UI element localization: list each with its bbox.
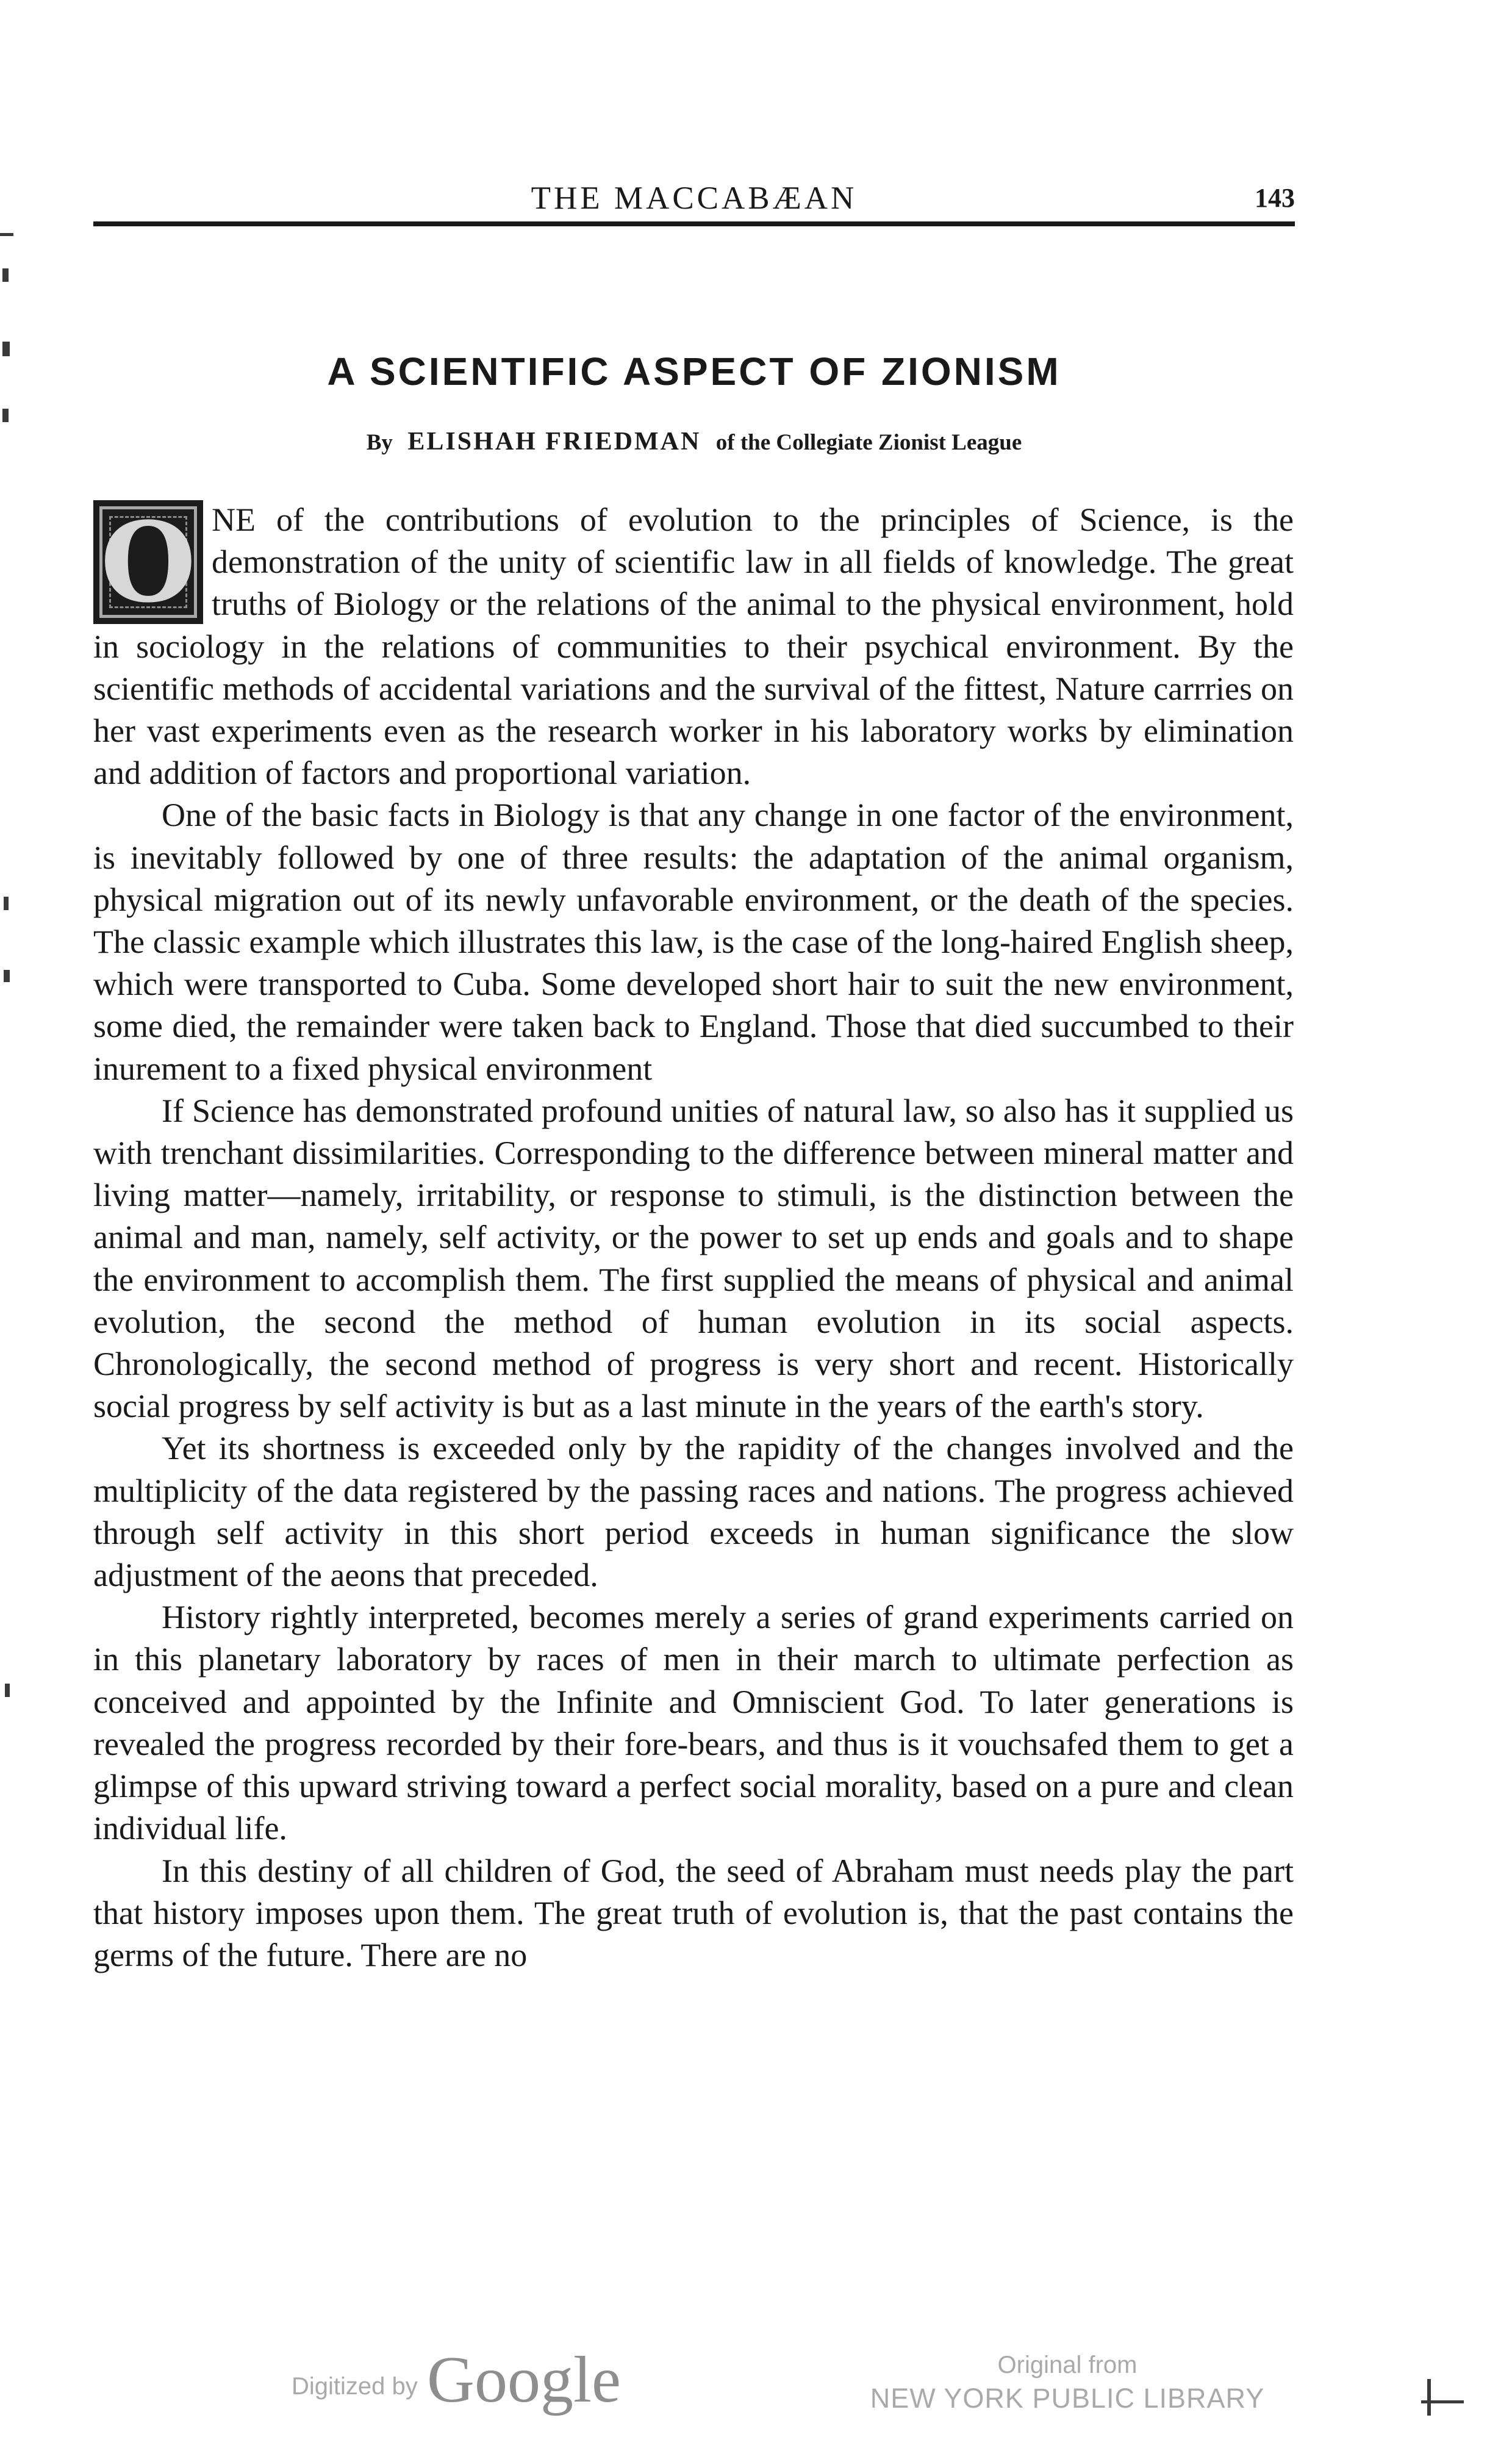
scan-edge-mark (1421, 2400, 1464, 2403)
drop-cap-letter: O (100, 498, 196, 627)
paragraph-1-text: NE of the contributions of evolution to the principles of Science, is the demonstration of the unity of scientific law in all fields of knowledge. The great truths of Biology or the relations of the animal to the physical environment, hold in sociology in the relations of communities to their psychical environment. By the scientific methods of accidental variations and the survival of the fittest, Nature carrries on her vast experiments even as the research worker in his laboratory works by elimination and addition of factors and proportional variation. (93, 501, 1294, 792)
paragraph-1 (93, 499, 1294, 794)
paragraph-3: If Science has demonstrated profound unities of natural law, so also has it supplied us with trenchant dissimilarities. Corresponding to the difference between mineral matter and living matter—namely, irritability, or response to stimuli, is the distinction between the animal and man, namely, self activity, or the power to set up ends and goals and to shape the environment to accomplish them. The first supplied the means of physical and animal evolution, the second the method of human evolution in its social aspects. Chronologically, the second method of progress is very short and recent. Historically social progress by self activity is but as a last minute in the years of the earth's story. (93, 1092, 1294, 1425)
digitized-by-label: Digitized by (292, 2373, 418, 2400)
scan-footer (0, 2342, 1512, 2416)
drop-cap-ornament-icon (93, 498, 203, 627)
scan-edge-mark (4, 897, 9, 910)
article-title: A SCIENTIFIC ASPECT OF ZIONISM (327, 350, 1061, 393)
article-body (93, 499, 1294, 1976)
running-header (93, 174, 1295, 223)
scan-edge-mark (2, 342, 10, 356)
scan-edge-mark (4, 970, 10, 982)
paragraph-2: One of the basic facts in Biology is that any change in one factor of the environment, is inevitably followed by one of three results: the adaptation of the animal organism, physical migration out of its newly unfavorable environment, or the death of the species. The classic example which illustrates this law, is the case of the long-haired English sheep, which were transported to Cuba. Some developed short hair to suit the new environment, some died, the remainder were taken back to England. Those that died succumbed to their inurement to a fixed physical environment (93, 797, 1294, 1087)
byline-by: By (366, 430, 393, 455)
paragraph-4: Yet its shortness is exceeded only by the rapidity of the changes involved and the multiplicity of the data registered by the passing races and nations. The progress achieved through self activity in this short period exceeds in human significance the slow adjustment of the aeons that preceded. (93, 1430, 1294, 1594)
header-rule (93, 221, 1295, 226)
google-logo: Google (427, 2344, 621, 2416)
scan-edge-mark (5, 1684, 10, 1697)
page-number: 143 (1255, 183, 1295, 213)
byline-affiliation: of the Collegiate Zionist League (715, 430, 1022, 455)
paragraph-6: In this destiny of all children of God, the seed of Abraham must needs play the part that history imposes upon them. The great truth of evolution is, that the past contains the germs of the future. There are no (93, 1852, 1294, 1973)
byline (93, 427, 1295, 456)
scan-edge-mark (2, 409, 9, 422)
running-title: THE MACCABÆAN (531, 181, 858, 216)
scan-edge-mark (2, 268, 9, 282)
byline-author: ELISHAH FRIEDMAN (407, 428, 701, 456)
paragraph-5: History rightly interpreted, becomes merely a series of grand experiments carried on in this planetary laboratory by races of men in their march to ultimate perfection as conceived and appointed by the Infinite and Omniscient God. To later generations is revealed the progress recorded by their fore-bears, and thus is it vouchsafed them to get a glimpse of this upward striving toward a perfect social morality, based on a pure and clean individual life. (93, 1599, 1294, 1847)
scan-edge-mark (0, 233, 13, 236)
original-from-label: Original from (997, 2352, 1138, 2378)
library-name: NEW YORK PUBLIC LIBRARY (870, 2383, 1265, 2414)
scan-edge-mark (1427, 2379, 1431, 2416)
